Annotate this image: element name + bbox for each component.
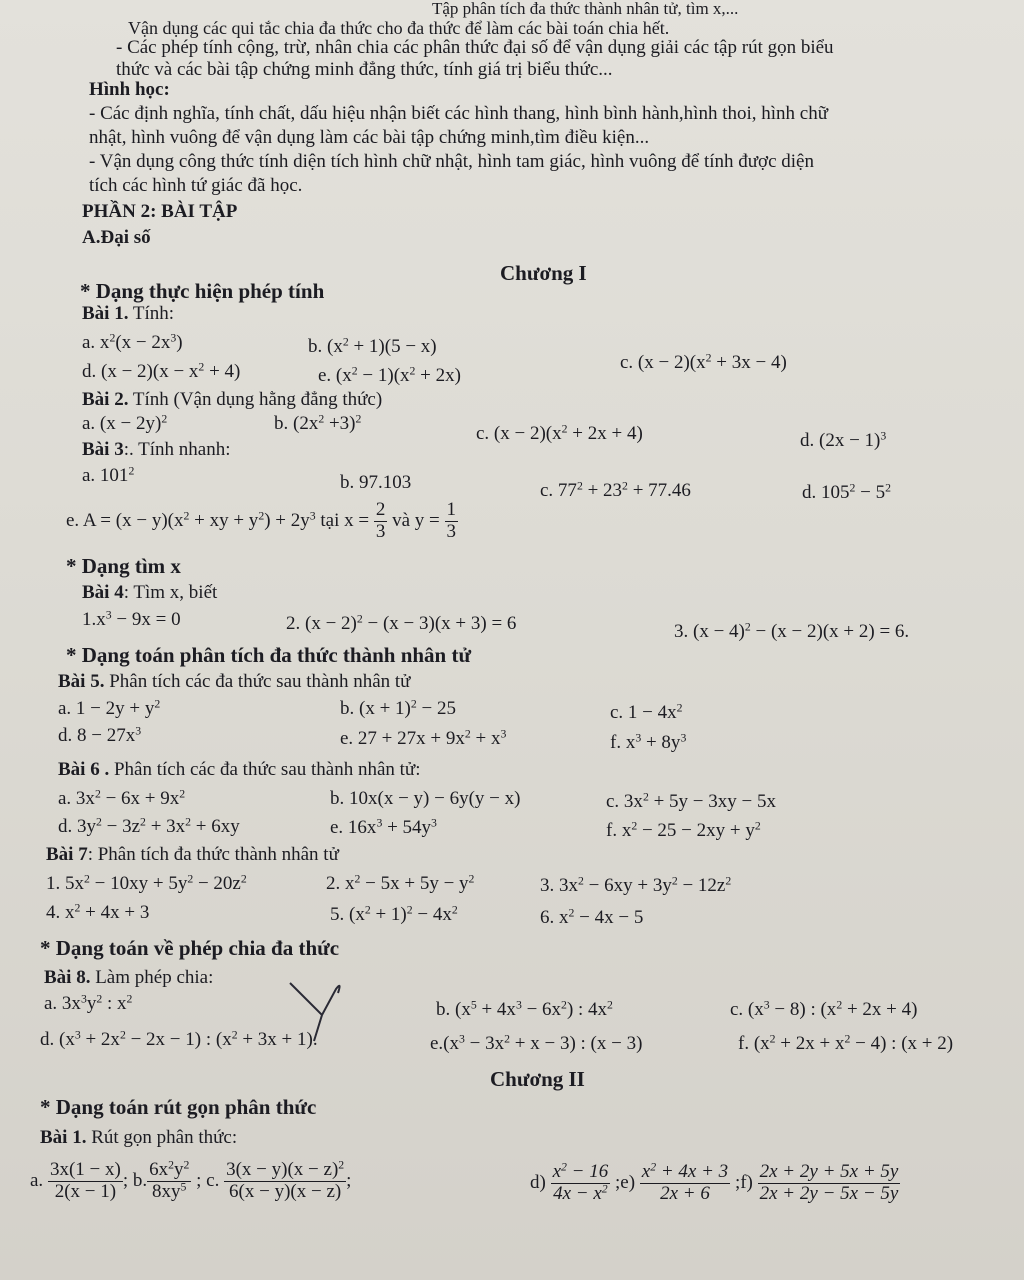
- bai3-title: Bài 3:. Tính nhanh:: [82, 439, 231, 460]
- geometry-heading: Hình học:: [89, 79, 170, 100]
- geometry-line-4: tích các hình tứ giác đã học.: [89, 175, 303, 196]
- review-line-3: - Các phép tính cộng, trừ, nhân chia các phân thức đại số để vận dụng giải các tập rút gọn biểu: [116, 37, 834, 58]
- part2-heading: PHẦN 2: BÀI TẬP: [82, 201, 238, 222]
- bai2-a: a. $(x - 2y)^2$: [82, 412, 168, 434]
- chapter-2-title: Chương II: [490, 1067, 585, 1091]
- bai3-d: d. $105^2 - 5^2$: [802, 481, 891, 503]
- bai1-title: Bài 1. Tính:: [82, 303, 175, 324]
- bai3-c: c. $77^2 + 23^2 + 77.46$: [540, 479, 691, 501]
- bai2-c: c. $(x - 2)(x^2 + 2x + 4)$: [476, 422, 643, 444]
- bai8-title: Bài 8. Làm phép chia:: [44, 967, 214, 988]
- bai5-f: f. $x^3 + 8y^3$: [610, 731, 687, 753]
- bai8-d: d. $(x^3 + 2x^2 - 2x - 1)$ : $(x^2 + 3x + 1)$.: [40, 1028, 318, 1050]
- bai1-b: b. $(x^2 + 1)(5 - x)$: [308, 335, 437, 357]
- geometry-line-1: - Các định nghĩa, tính chất, dấu hiệu nhận biết các hình thang, hình bình hành,hình thoi, hình chữ: [89, 103, 829, 124]
- bai4-3: 3. $(x - 4)^2 - (x - 2)(x + 2) = 6$.: [674, 620, 910, 642]
- bai2-d: d. $(2x - 1)^3$: [800, 429, 887, 451]
- bai7-4: 4. $x^2 + 4x + 3$: [46, 901, 150, 923]
- bai7-2: 2. $x^2 - 5x + 5y - y^2$: [326, 872, 475, 894]
- bai4-1: $1.x^3 - 9x = 0$: [82, 608, 181, 630]
- bai7-5: 5. $(x^2 + 1)^2 - 4x^2$: [330, 903, 458, 925]
- bai2-title: Bài 2. Tính (Vận dụng hằng đẳng thức): [82, 389, 383, 410]
- review-line-4: thức và các bài tập chứng minh đẳng thức, tính giá trị biểu thức...: [116, 59, 613, 80]
- bai1-c: c. $(x - 2)(x^2 + 3x - 4)$: [620, 351, 787, 373]
- bai3-b: b. 97.103: [340, 472, 412, 493]
- form-compute-heading: * Dạng thực hiện phép tính: [80, 279, 325, 303]
- bai6-title: Bài 6 . Phân tích các đa thức sau thành nhân tử:: [58, 759, 421, 780]
- bai7-6: 6. $x^2 - 4x - 5$: [540, 906, 644, 928]
- chapter-1-title: Chương I: [500, 261, 587, 285]
- bai6-c: c. $3x^2 + 5y - 3xy - 5x$: [606, 790, 776, 812]
- bai3-e: e. $A = (x - y)(x^2$ + xy + $y^2) + 2y^3$ tại x = $\frac{2}{3}$ và y = $\frac{1}{3}$: [66, 499, 457, 542]
- bai8-e: $e.(x^3 - 3x^2 + x - 3)$ : (x − 3): [430, 1032, 643, 1054]
- bai8-a: a. $3x^3y^2$ : $x^2$: [44, 992, 133, 1014]
- bai5-e: e. $27 + 27x + 9x^2 + x^3$: [340, 727, 507, 749]
- bai6-b: b. 10x(x − y) − 6y(y − x): [330, 788, 521, 809]
- review-line-1: Tập phân tích đa thức thành nhân tử, tìm x,...: [432, 0, 739, 18]
- ch2-bai1-title: Bài 1. Rút gọn phân thức:: [40, 1127, 238, 1148]
- bai6-a: a. $3x^2 - 6x + 9x^2$: [58, 787, 186, 809]
- bai6-d: d. $3y^2 - 3z^2 + 3x^2 + 6xy$: [58, 815, 240, 837]
- bai3-a: a. $101^2$: [82, 464, 135, 486]
- bai5-b: b. $(x + 1)^2 - 25$: [340, 697, 456, 719]
- geometry-line-3: - Vận dụng công thức tính diện tích hình chữ nhật, hình tam giác, hình vuông để tính được diện: [89, 151, 814, 172]
- bai7-3: 3. $3x^2 - 6xy + 3y^2 - 12z^2$: [540, 874, 732, 896]
- geometry-line-2: nhật, hình vuông để vận dụng làm các bài tập chứng minh,tìm điều kiện...: [89, 127, 650, 148]
- bai2-b: b. $(2x^2 +3)^2$: [274, 412, 362, 434]
- bai6-e: e. $16x^3 + 54y^3$: [330, 816, 437, 838]
- bai1-e: e. $(x^2 - 1)(x^2 + 2x)$: [318, 364, 461, 386]
- review-line-2: Vận dụng các qui tắc chia đa thức cho đa thức để làm các bài toán chia hết.: [128, 18, 670, 38]
- bai4-2: 2. $(x - 2)^2 - (x - 3)(x + 3) = 6$: [286, 612, 517, 634]
- bai4-title: Bài 4: Tìm x, biết: [82, 582, 218, 603]
- form-simplify-heading: * Dạng toán rút gọn phân thức: [40, 1095, 317, 1119]
- bai8-b: b. $(x^5 + 4x^3 - 6x^2)$ : $4x^2$: [436, 998, 613, 1020]
- pen-mark-icon: [288, 975, 358, 1045]
- bai5-d: d. $8 - 27x^3$: [58, 724, 142, 746]
- ch2-bai1-d: d) $\frac{x^2 - 16}{4x - x^2}$ ;e) $\frac{x^2 + 4x + 3}{2x + 6}$ ;f) $\frac{2x + 2y + 5x + 5y}{2x + 2y - 5x - 5y}$: [530, 1160, 899, 1204]
- bai5-title: Bài 5. Phân tích các đa thức sau thành nhân tử: [58, 671, 411, 692]
- bai8-f: f. $(x^2 + 2x + x^2 - 4)$ : (x + 2): [738, 1032, 954, 1054]
- bai5-c: c. $1 - 4x^2$: [610, 701, 683, 723]
- bai1-a: a. $x^2(x - 2x^3)$: [82, 331, 183, 353]
- bai7-1: 1. $5x^2 - 10xy + 5y^2 - 20z^2$: [46, 872, 247, 894]
- algebra-heading: A.Đại số: [82, 227, 151, 248]
- bai1-d: d. $(x - 2)(x - x^2 + 4)$: [82, 360, 241, 382]
- form-find-x-heading: * Dạng tìm x: [66, 554, 181, 578]
- bai5-a: a. $1 - 2y + y^2$: [58, 697, 161, 719]
- form-factor-heading: * Dạng toán phân tích đa thức thành nhân tử: [66, 643, 472, 667]
- bai6-f: f. $x^2 - 25 - 2xy + y^2$: [606, 819, 761, 841]
- bai7-title: Bài 7: Phân tích đa thức thành nhân tử: [46, 844, 339, 865]
- form-division-heading: * Dạng toán về phép chia đa thức: [40, 936, 340, 960]
- ch2-bai1-a: a. $\frac{3x(1 - x)}{2(x - 1)}$ ; b. $\frac{6x^2y^2}{8xy^5}$ ; c. $\frac{3(x - y)(x - z)^2}{6(x - y)(x - z)}$ ;: [30, 1158, 352, 1202]
- bai8-c: c. $(x^3 - 8)$ : $(x^2 + 2x + 4)$: [730, 998, 918, 1020]
